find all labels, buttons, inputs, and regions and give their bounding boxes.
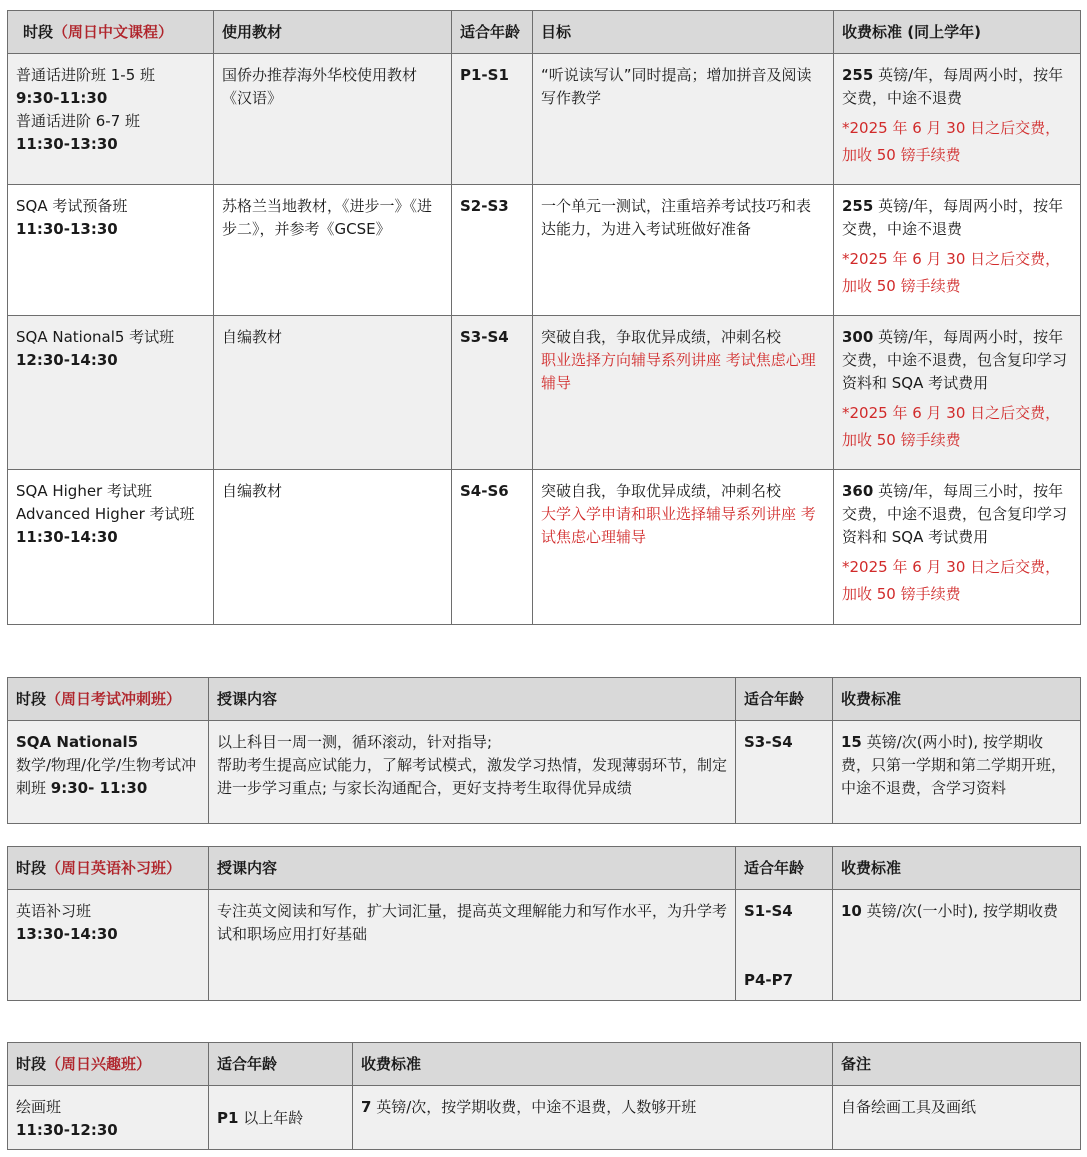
- age-cell: S3-S4: [736, 721, 833, 824]
- goal-text: 突破自我，争取优异成绩，冲刺名校: [541, 328, 782, 346]
- fee-amount: 255: [842, 66, 874, 84]
- fee-cell: [833, 890, 1081, 1001]
- class-name: Advanced Higher 考试班: [16, 505, 195, 523]
- age-cell: [736, 890, 833, 1001]
- class-name: SQA National5 考试班: [16, 328, 175, 346]
- age-cell: P1-S1: [452, 54, 533, 185]
- header-fee: 收费标准: [833, 847, 1081, 890]
- header-note: 备注: [833, 1043, 1081, 1086]
- class-time: 12:30-14:30: [16, 351, 118, 369]
- class-subjects: 数学/物理/化学/生物考试冲刺班: [16, 756, 197, 797]
- header-content: 授课内容: [209, 847, 736, 890]
- header-time-highlight: （周日中文课程）: [53, 22, 174, 41]
- time-cell: [8, 890, 209, 1001]
- goal-cell: [533, 316, 834, 470]
- fee-late-note: *2025 年 6 月 30 日之后交费，加收 50 镑手续费: [842, 119, 1061, 164]
- class-time: 11:30-13:30: [16, 220, 118, 238]
- header-goal: 目标: [533, 11, 834, 54]
- header-age: 适合年龄: [452, 11, 533, 54]
- fee-amount: 7: [361, 1098, 372, 1116]
- content-cell: 专注英文阅读和写作，扩大词汇量，提高英文理解能力和写作水平，为升学考试和职场应用打好基础: [209, 890, 736, 1001]
- class-name: 英语补习班: [16, 902, 92, 920]
- class-time: 11:30-14:30: [16, 528, 118, 546]
- time-cell: [8, 721, 209, 824]
- material-cell: 苏格兰当地教材，《进步一》《进步二》，并参考《GCSE》: [214, 185, 452, 316]
- fee-text: 英镑/次，按学期收费，中途不退费，人数够开班: [371, 1098, 697, 1116]
- fee-cell: [353, 1086, 833, 1150]
- fee-amount: 255: [842, 197, 874, 215]
- fee-cell: [834, 316, 1081, 470]
- class-name: 普通话进阶 6-7 班: [16, 112, 141, 130]
- time-cell: [8, 1086, 209, 1150]
- age-range: S1-S4: [744, 902, 793, 920]
- age-range: P4-P7: [744, 971, 794, 989]
- english-tutoring-table: [7, 846, 1081, 1001]
- header-time: [8, 1043, 209, 1086]
- class-name: 绘画班: [16, 1098, 62, 1116]
- header-time-label: 时段: [16, 1054, 47, 1073]
- header-time-label: 时段: [23, 22, 54, 41]
- table-row: [8, 470, 1081, 625]
- class-name: SQA 考试预备班: [16, 197, 128, 215]
- table-row: [8, 185, 1081, 316]
- content-cell: [209, 721, 736, 824]
- table-row: [8, 1086, 1081, 1150]
- header-content: 授课内容: [209, 678, 736, 721]
- time-cell: [8, 185, 214, 316]
- class-name: SQA National5: [16, 733, 139, 751]
- fee-text: 英镑/年，每周两小时，按年交费，中途不退费: [842, 66, 1064, 107]
- table-row: [8, 890, 1081, 1001]
- class-time: 13:30-14:30: [16, 925, 118, 943]
- goal-cell: [533, 470, 834, 625]
- class-name: 普通话进阶班 1-5 班: [16, 66, 156, 84]
- fee-late-note: *2025 年 6 月 30 日之后交费，加收 50 镑手续费: [842, 250, 1061, 295]
- interest-class-table: [7, 1042, 1081, 1150]
- time-cell: [8, 316, 214, 470]
- class-time: 9:30-11:30: [16, 89, 108, 107]
- time-cell: [8, 470, 214, 625]
- header-fee: 收费标准: [833, 678, 1081, 721]
- fee-text: 英镑/次(一小时), 按学期收费: [861, 902, 1058, 920]
- header-time: [8, 847, 209, 890]
- fee-text: 英镑/次(两小时), 按学期收费，只第一学期和第二学期开班，中途不退费，含学习资料: [841, 733, 1067, 797]
- fee-amount: 10: [841, 902, 862, 920]
- table-row: [8, 54, 1081, 185]
- goal-text: 突破自我，争取优异成绩，冲刺名校: [541, 482, 782, 500]
- fee-amount: 300: [842, 328, 874, 346]
- header-time-highlight: （周日英语补习班）: [46, 858, 182, 877]
- fee-late-note: *2025 年 6 月 30 日之后交费，加收 50 镑手续费: [842, 404, 1061, 449]
- goal-cell: “听说读写认”同时提高；增加拼音及阅读写作教学: [533, 54, 834, 185]
- fee-cell: [833, 721, 1081, 824]
- header-fee: 收费标准 (同上学年): [834, 11, 1081, 54]
- fee-amount: 15: [841, 733, 862, 751]
- fee-cell: [834, 470, 1081, 625]
- note-cell: 自备绘画工具及画纸: [833, 1086, 1081, 1150]
- header-fee: 收费标准: [353, 1043, 833, 1086]
- class-name: SQA Higher 考试班: [16, 482, 152, 500]
- age-cell: S3-S4: [452, 316, 533, 470]
- age-cell: S2-S3: [452, 185, 533, 316]
- exam-sprint-table: [7, 677, 1081, 824]
- header-material: 使用教材: [214, 11, 452, 54]
- age-cell: [209, 1086, 353, 1150]
- goal-highlight: 大学入学申请和职业选择辅导系列讲座 考试焦虑心理辅导: [541, 505, 816, 546]
- fee-cell: [834, 54, 1081, 185]
- header-age: 适合年龄: [736, 847, 833, 890]
- header-time-highlight: （周日考试冲刺班）: [46, 689, 182, 708]
- material-cell: 自编教材: [214, 316, 452, 470]
- header-time: [8, 11, 214, 54]
- class-time: 9:30- 11:30: [50, 779, 148, 797]
- class-time: 11:30-12:30: [16, 1121, 118, 1139]
- table-row: [8, 721, 1081, 824]
- table-row: [8, 316, 1081, 470]
- fee-text: 英镑/年，每周三小时，按年交费，中途不退费，包含复印学习资料和 SQA 考试费用: [842, 482, 1068, 546]
- fee-cell: [834, 185, 1081, 316]
- material-cell: 国侨办推荐海外华校使用教材《汉语》: [214, 54, 452, 185]
- header-time: [8, 678, 209, 721]
- fee-text: 英镑/年，每周两小时，按年交费，中途不退费: [842, 197, 1064, 238]
- header-age: 适合年龄: [736, 678, 833, 721]
- material-cell: 自编教材: [214, 470, 452, 625]
- chinese-course-table: [7, 10, 1081, 625]
- content-line: 以上科目一周一测，循环滚动，针对指导;: [217, 733, 493, 751]
- time-cell: [8, 54, 214, 185]
- age-min: P1: [217, 1109, 239, 1127]
- header-time-label: 时段: [16, 689, 47, 708]
- goal-highlight: 职业选择方向辅导系列讲座 考试焦虑心理辅导: [541, 351, 816, 392]
- header-time-label: 时段: [16, 858, 47, 877]
- age-text: 以上年龄: [238, 1109, 304, 1127]
- header-time-highlight: （周日兴趣班）: [46, 1054, 152, 1073]
- goal-cell: 一个单元一测试，注重培养考试技巧和表达能力，为进入考试班做好准备: [533, 185, 834, 316]
- header-age: 适合年龄: [209, 1043, 353, 1086]
- fee-amount: 360: [842, 482, 874, 500]
- age-cell: S4-S6: [452, 470, 533, 625]
- fee-text: 英镑/年，每周两小时，按年交费，中途不退费，包含复印学习资料和 SQA 考试费用: [842, 328, 1068, 392]
- fee-late-note: *2025 年 6 月 30 日之后交费，加收 50 镑手续费: [842, 558, 1061, 603]
- class-time: 11:30-13:30: [16, 135, 118, 153]
- content-line: 帮助考生提高应试能力，了解考试模式，激发学习热情，发现薄弱环节，制定进一步学习重点; 与家长沟通配合，更好支持考生取得优异成绩: [217, 756, 728, 797]
